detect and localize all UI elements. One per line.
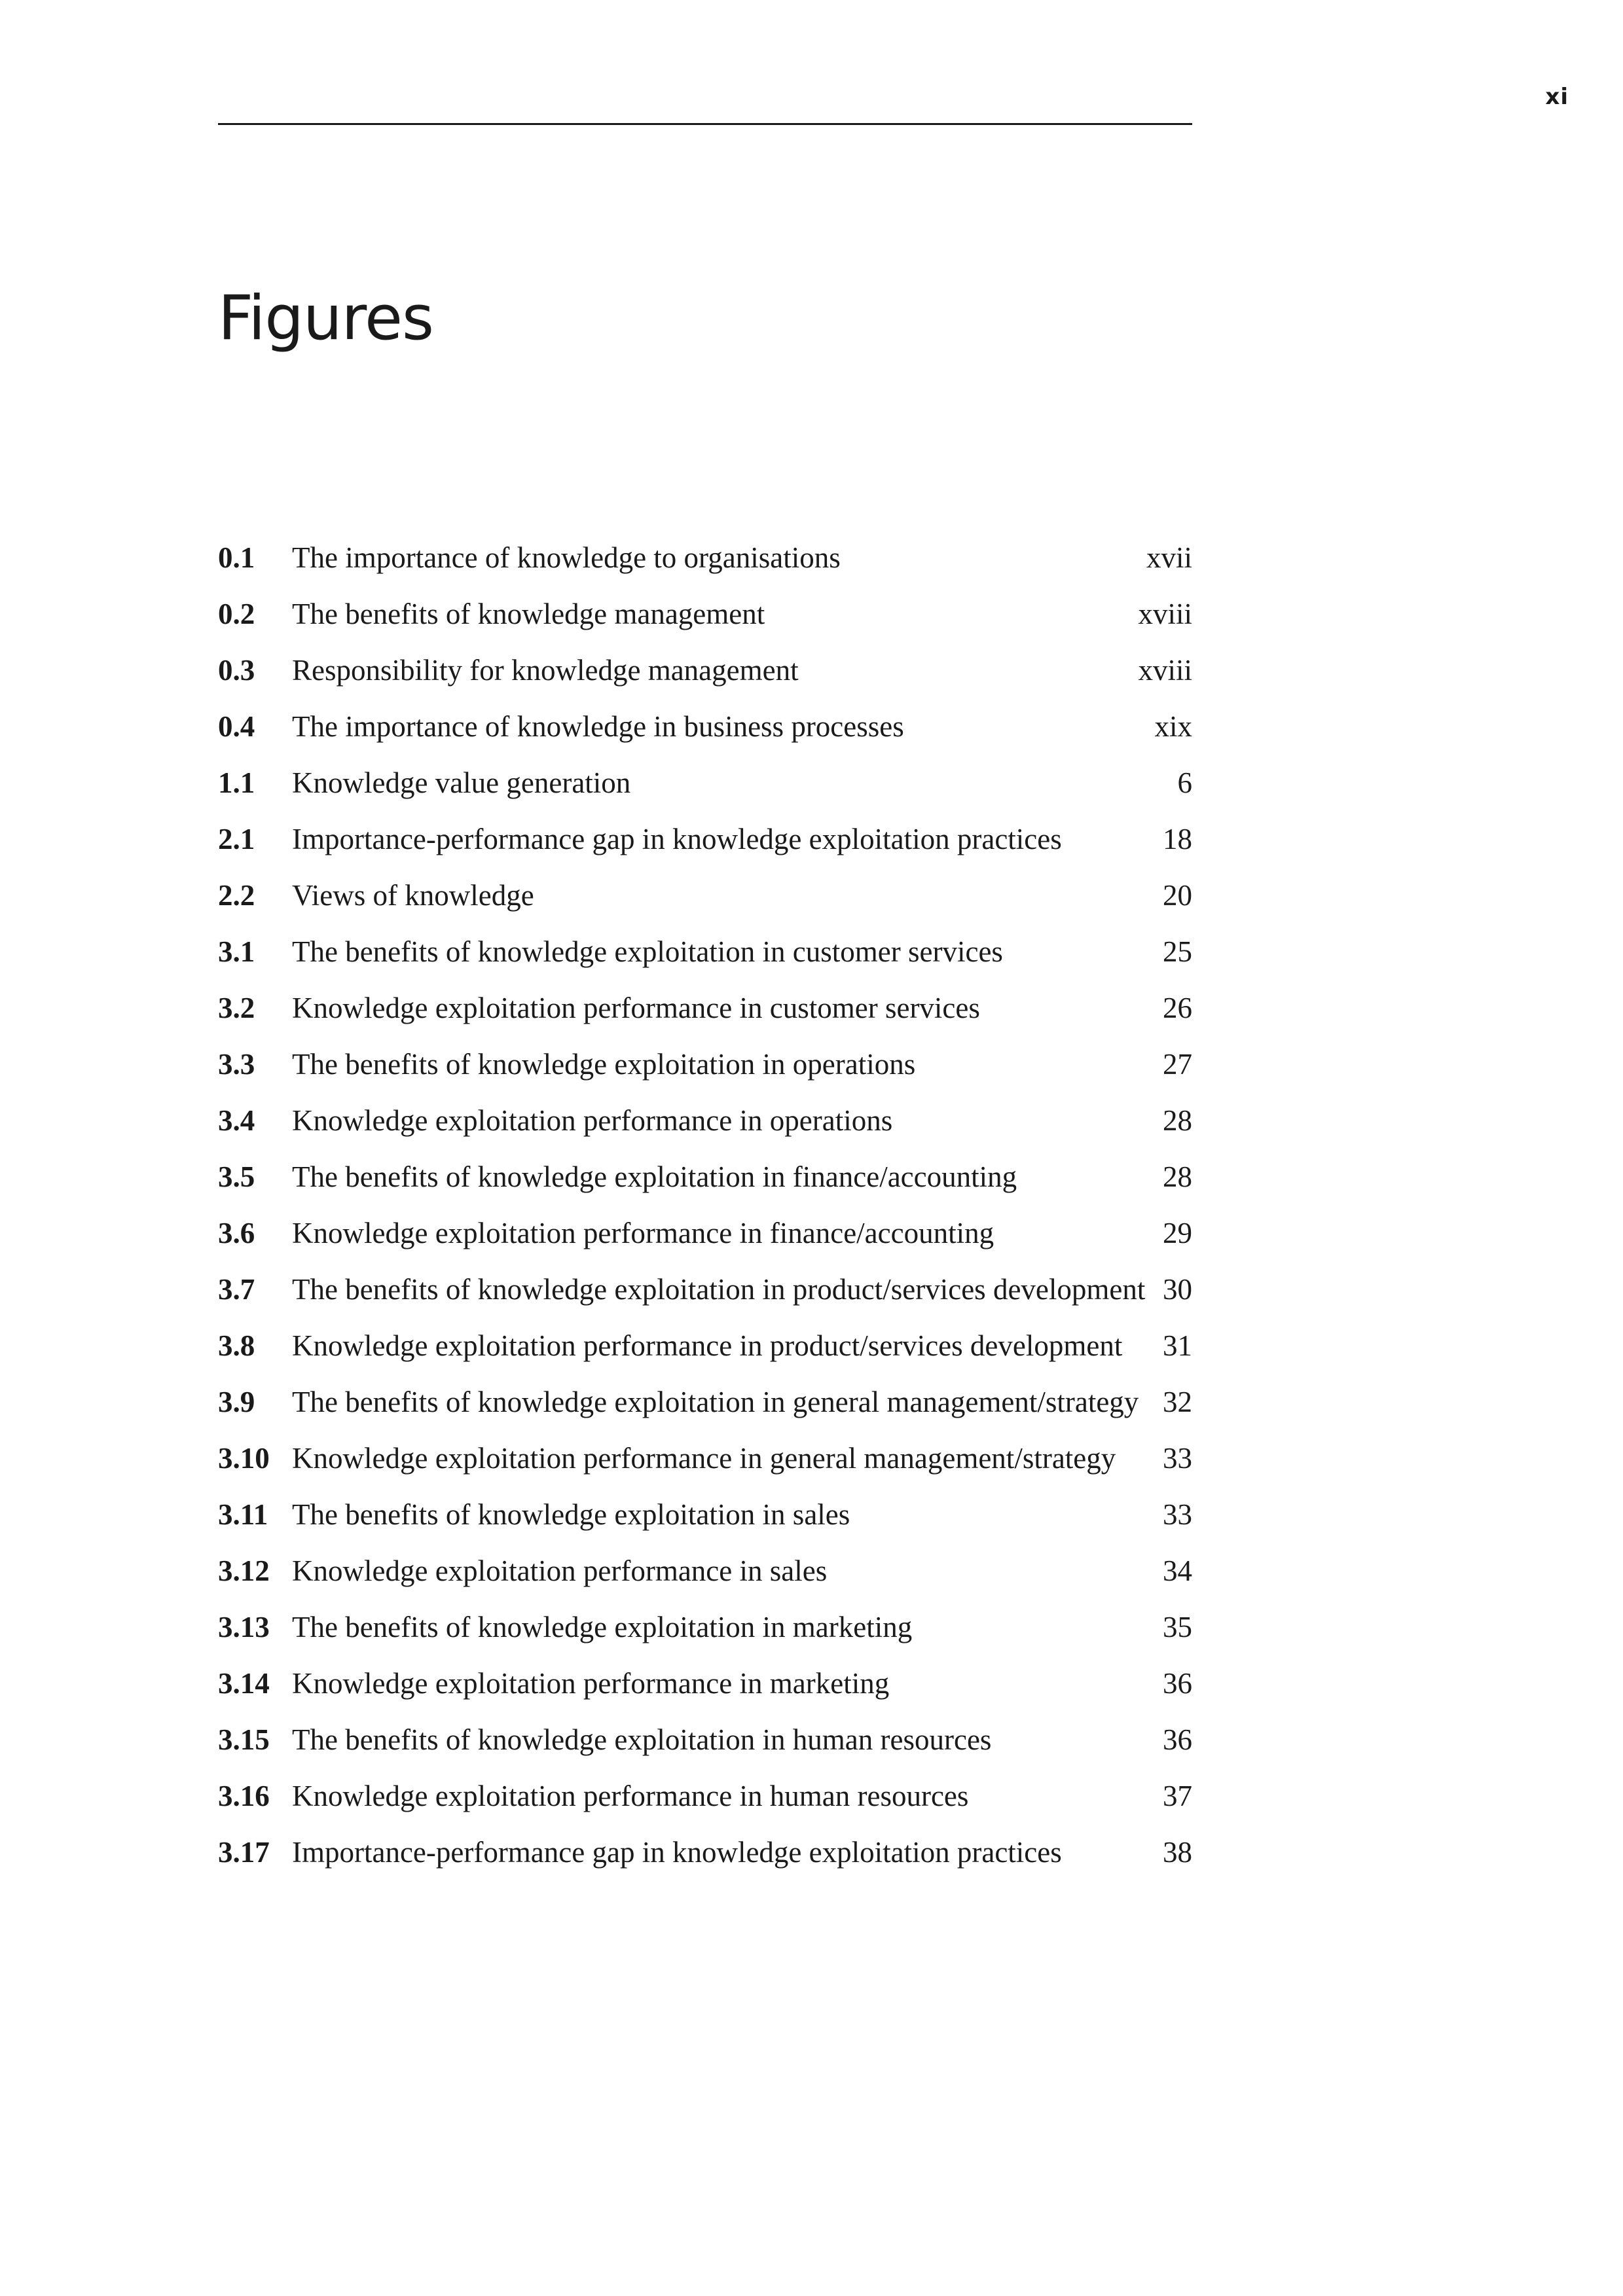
figure-entry[interactable] — [218, 1830, 1192, 1875]
figure-title: Knowledge exploitation performance in customer services — [292, 992, 980, 1024]
figure-page-number: 28 — [1163, 1160, 1192, 1193]
figure-number: 3.9 — [218, 1386, 255, 1418]
figure-number: 3.17 — [218, 1836, 270, 1869]
figure-page-number: 20 — [1163, 879, 1192, 912]
figure-entry[interactable] — [218, 929, 1192, 975]
figure-page-number: xviii — [1138, 598, 1192, 630]
figure-title: Knowledge exploitation performance in product/services development — [292, 1329, 1123, 1362]
figure-title: The benefits of knowledge exploitation in marketing — [292, 1611, 913, 1643]
figure-title: Knowledge value generation — [292, 766, 631, 799]
figure-page-number: 36 — [1163, 1667, 1192, 1700]
figure-title: Knowledge exploitation performance in operations — [292, 1104, 893, 1137]
figure-entry[interactable] — [218, 986, 1192, 1031]
figure-page-number: 33 — [1163, 1442, 1192, 1475]
figure-title: Knowledge exploitation performance in sales — [292, 1554, 828, 1587]
figure-page-number: 30 — [1163, 1273, 1192, 1306]
figure-entry[interactable] — [218, 704, 1192, 749]
figure-title: The benefits of knowledge exploitation in operations — [292, 1048, 916, 1081]
figure-entry[interactable] — [218, 761, 1192, 806]
figure-title: The benefits of knowledge exploitation in general management/strategy — [292, 1386, 1139, 1418]
figure-page-number: 38 — [1163, 1836, 1192, 1869]
figure-entry[interactable] — [218, 648, 1192, 693]
figure-title: The benefits of knowledge exploitation in human resources — [292, 1723, 992, 1756]
figure-page-number: xviii — [1138, 654, 1192, 687]
figure-number: 3.11 — [218, 1498, 268, 1531]
figure-number: 3.7 — [218, 1273, 255, 1306]
figure-page-number: 6 — [1177, 766, 1192, 799]
figure-number: 3.5 — [218, 1160, 255, 1193]
figure-number: 3.6 — [218, 1217, 255, 1249]
figure-title: Knowledge exploitation performance in finance/accounting — [292, 1217, 994, 1249]
figure-title: Views of knowledge — [292, 879, 534, 912]
figure-entry[interactable] — [218, 1098, 1192, 1143]
figure-number: 0.1 — [218, 541, 255, 574]
figure-entry[interactable] — [218, 1605, 1192, 1650]
figure-title: Importance-performance gap in knowledge exploitation practices — [292, 823, 1062, 855]
figure-number: 3.12 — [218, 1554, 270, 1587]
figure-page-number: 34 — [1163, 1554, 1192, 1587]
figure-entry[interactable] — [218, 1323, 1192, 1369]
figure-entry[interactable] — [218, 1661, 1192, 1706]
figure-page-number: 27 — [1163, 1048, 1192, 1081]
figure-entry[interactable] — [218, 1492, 1192, 1537]
figure-page-number: 36 — [1163, 1723, 1192, 1756]
figure-page-number: 37 — [1163, 1780, 1192, 1812]
figure-entry[interactable] — [218, 1717, 1192, 1763]
figure-title: The benefits of knowledge exploitation in sales — [292, 1498, 850, 1531]
figure-number: 3.10 — [218, 1442, 270, 1475]
figure-entry[interactable] — [218, 1774, 1192, 1819]
figure-title: Knowledge exploitation performance in marketing — [292, 1667, 890, 1700]
figure-number: 0.4 — [218, 710, 255, 743]
figure-entry[interactable] — [218, 535, 1192, 581]
figure-number: 3.1 — [218, 935, 255, 968]
figure-page-number: 32 — [1163, 1386, 1192, 1418]
figure-title: Knowledge exploitation performance in human resources — [292, 1780, 969, 1812]
figure-title: The benefits of knowledge exploitation in customer services — [292, 935, 1003, 968]
figure-title: The benefits of knowledge management — [292, 598, 765, 630]
figure-number: 2.1 — [218, 823, 255, 855]
figure-entry[interactable] — [218, 817, 1192, 862]
figure-number: 0.2 — [218, 598, 255, 630]
figure-number: 0.3 — [218, 654, 255, 687]
figure-entry[interactable] — [218, 1380, 1192, 1425]
figure-number: 3.15 — [218, 1723, 270, 1756]
figure-title: The benefits of knowledge exploitation in product/services development — [292, 1273, 1146, 1306]
figure-title: The importance of knowledge to organisations — [292, 541, 841, 574]
figure-page-number: 28 — [1163, 1104, 1192, 1137]
figure-number: 3.3 — [218, 1048, 255, 1081]
figure-entry[interactable] — [218, 1042, 1192, 1087]
figure-page-number: xvii — [1146, 541, 1192, 574]
figure-page-number: 25 — [1163, 935, 1192, 968]
figure-number: 3.16 — [218, 1780, 270, 1812]
figure-entry[interactable] — [218, 1211, 1192, 1256]
figure-entry[interactable] — [218, 592, 1192, 637]
figure-number: 3.8 — [218, 1329, 255, 1362]
figure-page-number: 31 — [1163, 1329, 1192, 1362]
figure-entry[interactable] — [218, 1155, 1192, 1200]
figure-page-number: 33 — [1163, 1498, 1192, 1531]
figure-page-number: 35 — [1163, 1611, 1192, 1643]
figure-entry[interactable] — [218, 1549, 1192, 1594]
header-rule — [218, 123, 1192, 125]
figure-number: 1.1 — [218, 766, 255, 799]
page-title: Figures — [218, 283, 433, 354]
figure-entry[interactable] — [218, 1436, 1192, 1481]
figure-title: Responsibility for knowledge management — [292, 654, 799, 687]
figure-list — [218, 535, 1192, 1886]
figure-page-number: xix — [1154, 710, 1192, 743]
figure-page-number: 29 — [1163, 1217, 1192, 1249]
figure-page-number: 26 — [1163, 992, 1192, 1024]
figure-number: 2.2 — [218, 879, 255, 912]
figure-number: 3.13 — [218, 1611, 270, 1643]
figure-title: Knowledge exploitation performance in general management/strategy — [292, 1442, 1116, 1475]
figure-number: 3.2 — [218, 992, 255, 1024]
figure-number: 3.14 — [218, 1667, 270, 1700]
page-number: xi — [1545, 84, 1569, 110]
figure-entry[interactable] — [218, 873, 1192, 918]
figure-entry[interactable] — [218, 1267, 1192, 1312]
figure-title: The benefits of knowledge exploitation in finance/accounting — [292, 1160, 1017, 1193]
figure-page-number: 18 — [1163, 823, 1192, 855]
figure-title: Importance-performance gap in knowledge exploitation practices — [292, 1836, 1062, 1869]
figure-title: The importance of knowledge in business processes — [292, 710, 904, 743]
figure-number: 3.4 — [218, 1104, 255, 1137]
